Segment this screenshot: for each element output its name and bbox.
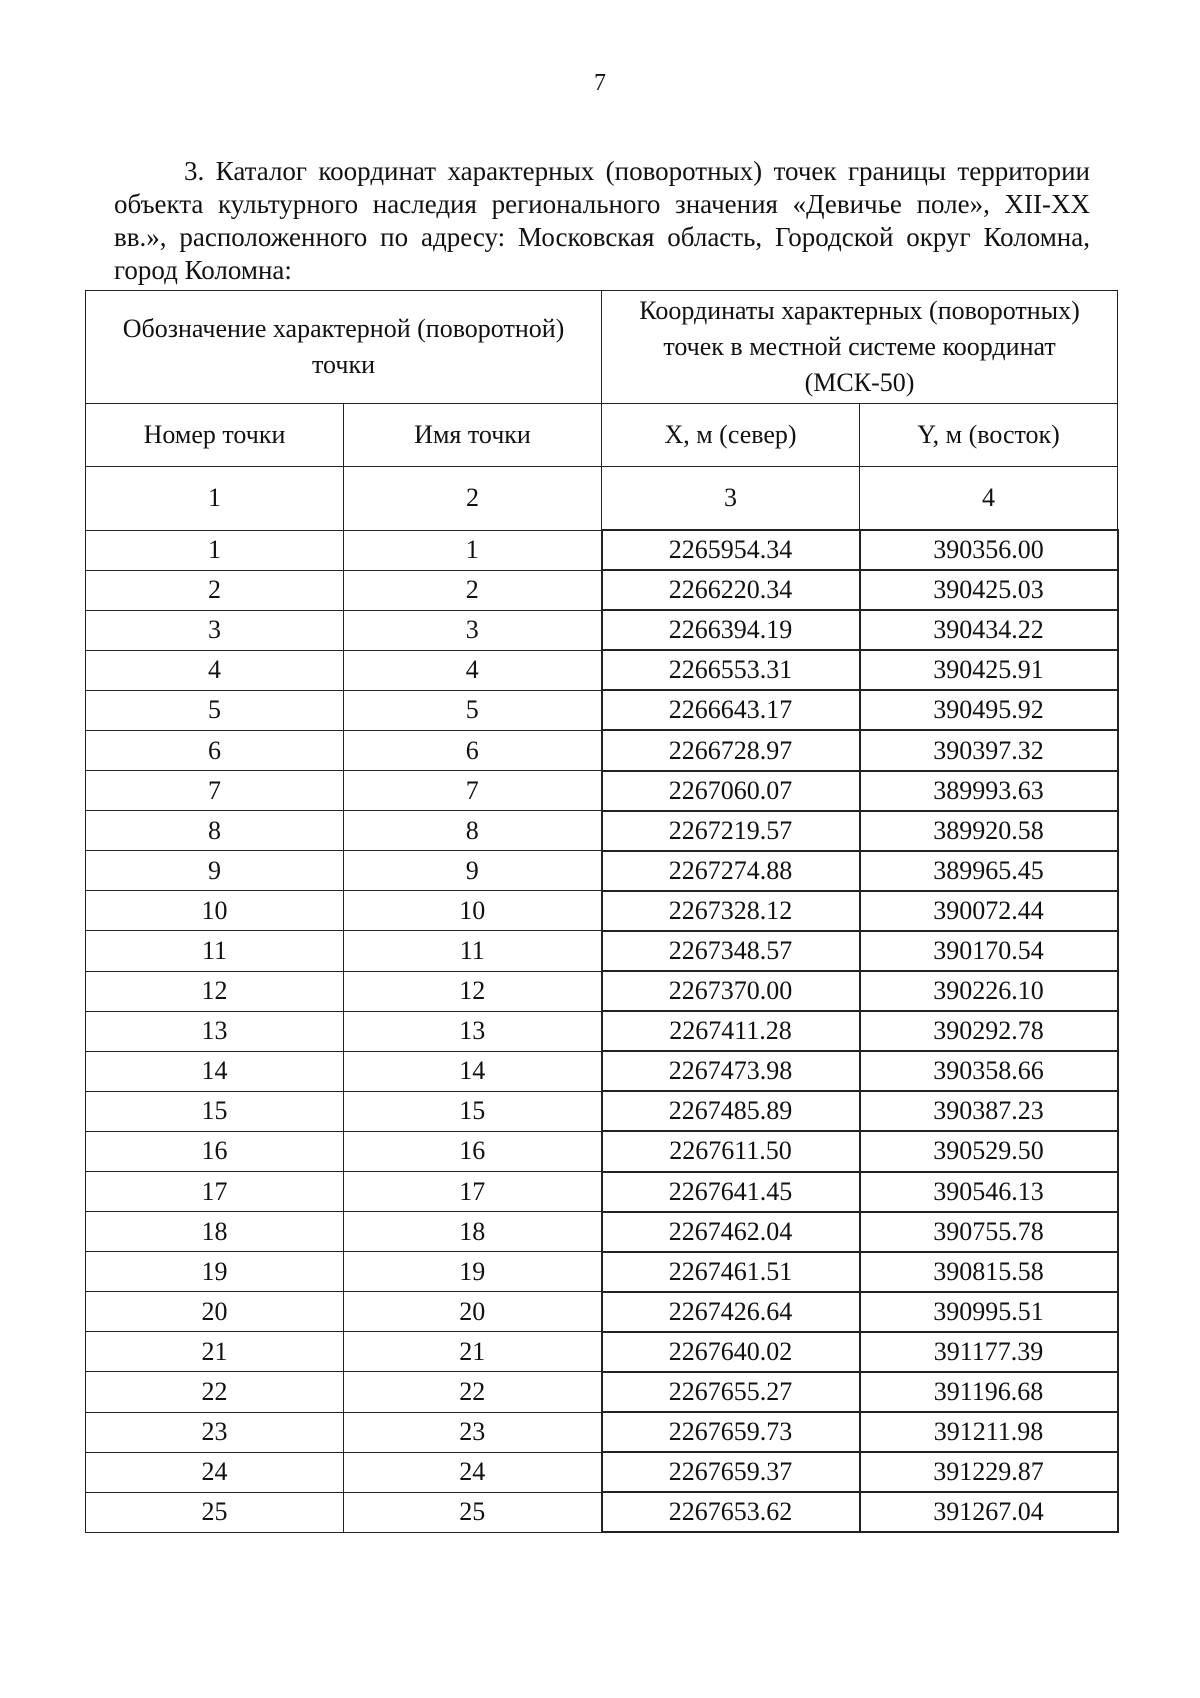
- cell-point-name: 9: [344, 851, 602, 891]
- cell-x: 2267655.27: [602, 1372, 860, 1412]
- column-index-3: 3: [602, 467, 860, 531]
- table-row: [86, 1292, 1118, 1332]
- cell-y: 390755.78: [860, 1212, 1118, 1252]
- cell-point-name: 12: [344, 971, 602, 1011]
- cell-point-name: 17: [344, 1172, 602, 1212]
- table-row: [86, 971, 1118, 1011]
- cell-point-name: 8: [344, 811, 602, 851]
- table-row: [86, 610, 1118, 650]
- cell-y: 390529.50: [860, 1131, 1118, 1171]
- cell-y: 391177.39: [860, 1332, 1118, 1372]
- cell-x: 2266220.34: [602, 570, 860, 610]
- cell-point-number: 16: [86, 1131, 344, 1171]
- cell-point-name: 16: [344, 1131, 602, 1171]
- cell-point-number: 1: [86, 530, 344, 570]
- table-row: [86, 771, 1118, 811]
- table-row: [86, 1011, 1118, 1051]
- cell-x: 2267370.00: [602, 971, 860, 1011]
- cell-point-name: 3: [344, 610, 602, 650]
- cell-y: 391267.04: [860, 1492, 1118, 1532]
- cell-x: 2267485.89: [602, 1091, 860, 1131]
- cell-point-number: 18: [86, 1212, 344, 1252]
- cell-y: 390425.03: [860, 570, 1118, 610]
- table-row: [86, 530, 1118, 570]
- cell-x: 2267348.57: [602, 931, 860, 971]
- cell-y: 390434.22: [860, 610, 1118, 650]
- cell-x: 2267219.57: [602, 811, 860, 851]
- cell-y: 391211.98: [860, 1412, 1118, 1452]
- cell-y: 389993.63: [860, 771, 1118, 811]
- page-number: 7: [594, 70, 606, 96]
- cell-point-name: 24: [344, 1452, 602, 1492]
- cell-x: 2267426.64: [602, 1292, 860, 1332]
- cell-point-name: 5: [344, 690, 602, 730]
- cell-y: 391229.87: [860, 1452, 1118, 1492]
- cell-point-number: 4: [86, 650, 344, 690]
- cell-point-number: 15: [86, 1091, 344, 1131]
- cell-point-number: 10: [86, 891, 344, 931]
- cell-x: 2267060.07: [602, 771, 860, 811]
- cell-point-number: 23: [86, 1412, 344, 1452]
- cell-point-name: 20: [344, 1292, 602, 1332]
- cell-y: 390546.13: [860, 1172, 1118, 1212]
- cell-point-number: 9: [86, 851, 344, 891]
- cell-point-number: 20: [86, 1292, 344, 1332]
- catalog-intro-paragraph: 3. Каталог координат характерных (поворотных) точек границы территории объекта культурного наследия регионального значения «Девичье поле», XII-XX вв.», расположенного по адресу: Московская область, Городской округ Коломна, город Коломна:: [114, 156, 1090, 285]
- cell-y: 390495.92: [860, 690, 1118, 730]
- cell-x: 2267461.51: [602, 1252, 860, 1292]
- cell-x: 2265954.34: [602, 530, 860, 570]
- cell-point-name: 15: [344, 1091, 602, 1131]
- table-column-index-row: [86, 467, 1118, 531]
- table-row: [86, 1172, 1118, 1212]
- cell-x: 2266728.97: [602, 730, 860, 770]
- table-row: [86, 1452, 1118, 1492]
- cell-point-name: 14: [344, 1051, 602, 1091]
- cell-point-number: 19: [86, 1252, 344, 1292]
- cell-point-number: 14: [86, 1051, 344, 1091]
- cell-y: 390072.44: [860, 891, 1118, 931]
- table-row: [86, 730, 1118, 770]
- cell-x: 2267462.04: [602, 1212, 860, 1252]
- cell-y: 390358.66: [860, 1051, 1118, 1091]
- cell-point-number: 24: [86, 1452, 344, 1492]
- cell-point-number: 22: [86, 1372, 344, 1412]
- cell-point-number: 2: [86, 570, 344, 610]
- cell-point-number: 12: [86, 971, 344, 1011]
- column-index-4: 4: [860, 467, 1118, 531]
- cell-y: 390425.91: [860, 650, 1118, 690]
- cell-point-name: 6: [344, 730, 602, 770]
- column-index-2: 2: [344, 467, 602, 531]
- table-row: [86, 891, 1118, 931]
- table-column-header-row: [86, 404, 1118, 467]
- cell-y: 390356.00: [860, 530, 1118, 570]
- column-header-point-number: Номер точки: [86, 404, 344, 467]
- cell-x: 2267328.12: [602, 891, 860, 931]
- cell-x: 2266643.17: [602, 690, 860, 730]
- cell-point-name: 25: [344, 1492, 602, 1532]
- table-row: [86, 690, 1118, 730]
- cell-x: 2267274.88: [602, 851, 860, 891]
- cell-point-number: 6: [86, 730, 344, 770]
- cell-point-name: 10: [344, 891, 602, 931]
- cell-x: 2267659.37: [602, 1452, 860, 1492]
- cell-x: 2267611.50: [602, 1131, 860, 1171]
- table-row: [86, 931, 1118, 971]
- column-header-x: X, м (север): [602, 404, 860, 467]
- table-row: [86, 1492, 1118, 1532]
- coordinates-table: [85, 290, 1119, 1533]
- point-designation-header-text: Обозначение характерной (поворотной) точки: [122, 314, 565, 379]
- cell-point-name: 23: [344, 1412, 602, 1452]
- cell-point-number: 7: [86, 771, 344, 811]
- table-row: [86, 1212, 1118, 1252]
- cell-x: 2266553.31: [602, 650, 860, 690]
- table-group-header-row: [86, 291, 1118, 404]
- table-row: [86, 1051, 1118, 1091]
- cell-x: 2266394.19: [602, 610, 860, 650]
- cell-point-name: 19: [344, 1252, 602, 1292]
- table-body: [86, 530, 1118, 1532]
- column-index-1: 1: [86, 467, 344, 531]
- cell-x: 2267411.28: [602, 1011, 860, 1051]
- cell-x: 2267641.45: [602, 1172, 860, 1212]
- cell-y: 390226.10: [860, 971, 1118, 1011]
- cell-y: 390292.78: [860, 1011, 1118, 1051]
- cell-x: 2267659.73: [602, 1412, 860, 1452]
- cell-y: 390397.32: [860, 730, 1118, 770]
- cell-x: 2267653.62: [602, 1492, 860, 1532]
- cell-point-number: 3: [86, 610, 344, 650]
- cell-x: 2267640.02: [602, 1332, 860, 1372]
- table-row: [86, 1372, 1118, 1412]
- cell-point-number: 25: [86, 1492, 344, 1532]
- point-designation-header: [86, 291, 602, 404]
- table-row: [86, 1252, 1118, 1292]
- table-row: [86, 650, 1118, 690]
- cell-y: 389920.58: [860, 811, 1118, 851]
- table-row: [86, 1412, 1118, 1452]
- cell-point-number: 13: [86, 1011, 344, 1051]
- table-row: [86, 1091, 1118, 1131]
- cell-y: 390815.58: [860, 1252, 1118, 1292]
- cell-y: 391196.68: [860, 1372, 1118, 1412]
- cell-y: 390387.23: [860, 1091, 1118, 1131]
- cell-point-name: 18: [344, 1212, 602, 1252]
- table-row: [86, 570, 1118, 610]
- cell-point-name: 1: [344, 530, 602, 570]
- coordinates-header-text: Координаты характерных (поворотных) точек в местной системе координат (МСК-50): [639, 296, 1080, 397]
- column-header-y: Y, м (восток): [860, 404, 1118, 467]
- table-row: [86, 1332, 1118, 1372]
- cell-point-name: 4: [344, 650, 602, 690]
- cell-y: 390995.51: [860, 1292, 1118, 1332]
- cell-point-name: 11: [344, 931, 602, 971]
- cell-y: 390170.54: [860, 931, 1118, 971]
- cell-point-number: 8: [86, 811, 344, 851]
- cell-point-name: 7: [344, 771, 602, 811]
- cell-point-name: 13: [344, 1011, 602, 1051]
- cell-y: 389965.45: [860, 851, 1118, 891]
- cell-point-number: 17: [86, 1172, 344, 1212]
- table-row: [86, 1131, 1118, 1171]
- cell-point-number: 5: [86, 690, 344, 730]
- cell-point-name: 22: [344, 1372, 602, 1412]
- cell-point-name: 21: [344, 1332, 602, 1372]
- coordinates-header: [602, 291, 1118, 404]
- cell-point-name: 2: [344, 570, 602, 610]
- table-row: [86, 811, 1118, 851]
- column-header-point-name: Имя точки: [344, 404, 602, 467]
- cell-x: 2267473.98: [602, 1051, 860, 1091]
- cell-point-number: 21: [86, 1332, 344, 1372]
- table-row: [86, 851, 1118, 891]
- cell-point-number: 11: [86, 931, 344, 971]
